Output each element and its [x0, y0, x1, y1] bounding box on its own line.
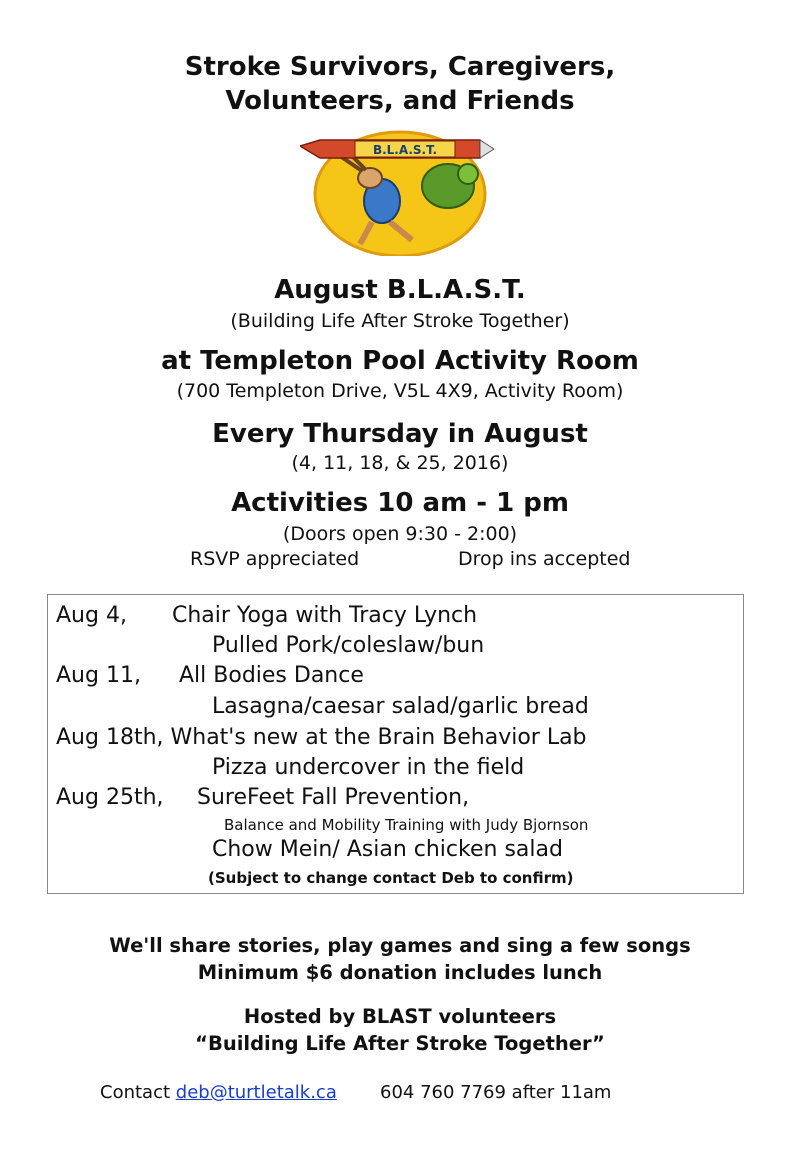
heading-line-1: Stroke Survivors, Caregivers, — [184, 52, 616, 82]
dropins-text: Drop ins accepted — [458, 548, 631, 570]
heading-line-2: Volunteers, and Friends — [225, 86, 575, 116]
event-doors: (Doors open 9:30 - 2:00) — [282, 523, 518, 545]
footer-line-2: Minimum $6 donation includes lunch — [197, 961, 603, 984]
row4-lunch: Chow Mein/ Asian chicken salad — [212, 837, 563, 862]
row4-detail: Balance and Mobility Training with Judy Bjornson — [224, 816, 589, 834]
event-title: August B.L.A.S.T. — [274, 275, 526, 305]
event-day: Every Thursday in August — [212, 419, 588, 449]
event-location: at Templeton Pool Activity Room — [161, 346, 639, 376]
page-heading — [0, 50, 800, 118]
email-link[interactable]: deb@turtletalk.ca — [175, 1082, 337, 1103]
row2-activity: All Bodies Dance — [179, 663, 364, 688]
schedule-note: (Subject to change contact Deb to confirm) — [208, 869, 574, 887]
rsvp-text: RSVP appreciated — [190, 548, 360, 570]
phone-text: 604 760 7769 after 11am — [380, 1082, 612, 1103]
blast-logo — [300, 126, 495, 256]
row1-activity: Chair Yoga with Tracy Lynch — [172, 603, 478, 628]
motto-line: “Building Life After Stroke Together” — [195, 1032, 605, 1055]
row3-lunch: Pizza undercover in the field — [212, 755, 525, 780]
contact-line — [100, 1082, 337, 1103]
logo-rocket-tip — [480, 140, 494, 158]
row3-line: Aug 18th, What's new at the Brain Behavior Lab — [56, 725, 587, 750]
row1-lunch: Pulled Pork/coleslaw/bun — [212, 633, 485, 658]
footer-info — [0, 932, 800, 986]
logo-text: B.L.A.S.T. — [372, 143, 438, 157]
row4-date: Aug 25th, — [56, 785, 164, 810]
row2-date: Aug 11, — [56, 663, 141, 688]
footer-hosted — [0, 1003, 800, 1057]
event-title-subtext: (Building Life After Stroke Together) — [230, 310, 570, 332]
event-time: Activities 10 am - 1 pm — [231, 488, 569, 518]
event-address: (700 Templeton Drive, V5L 4X9, Activity Room) — [176, 380, 624, 402]
footer-line-1: We'll share stories, play games and sing a few songs — [109, 934, 691, 957]
row2-lunch: Lasagna/caesar salad/garlic bread — [212, 694, 589, 719]
logo-turtle-head — [458, 164, 478, 184]
event-dates: (4, 11, 18, & 25, 2016) — [291, 452, 509, 474]
contact-label: Contact — [100, 1082, 176, 1103]
row4-activity: SureFeet Fall Prevention, — [197, 785, 470, 810]
hosted-line: Hosted by BLAST volunteers — [243, 1005, 557, 1028]
row1-date: Aug 4, — [56, 603, 127, 628]
schedule-box — [47, 594, 744, 894]
